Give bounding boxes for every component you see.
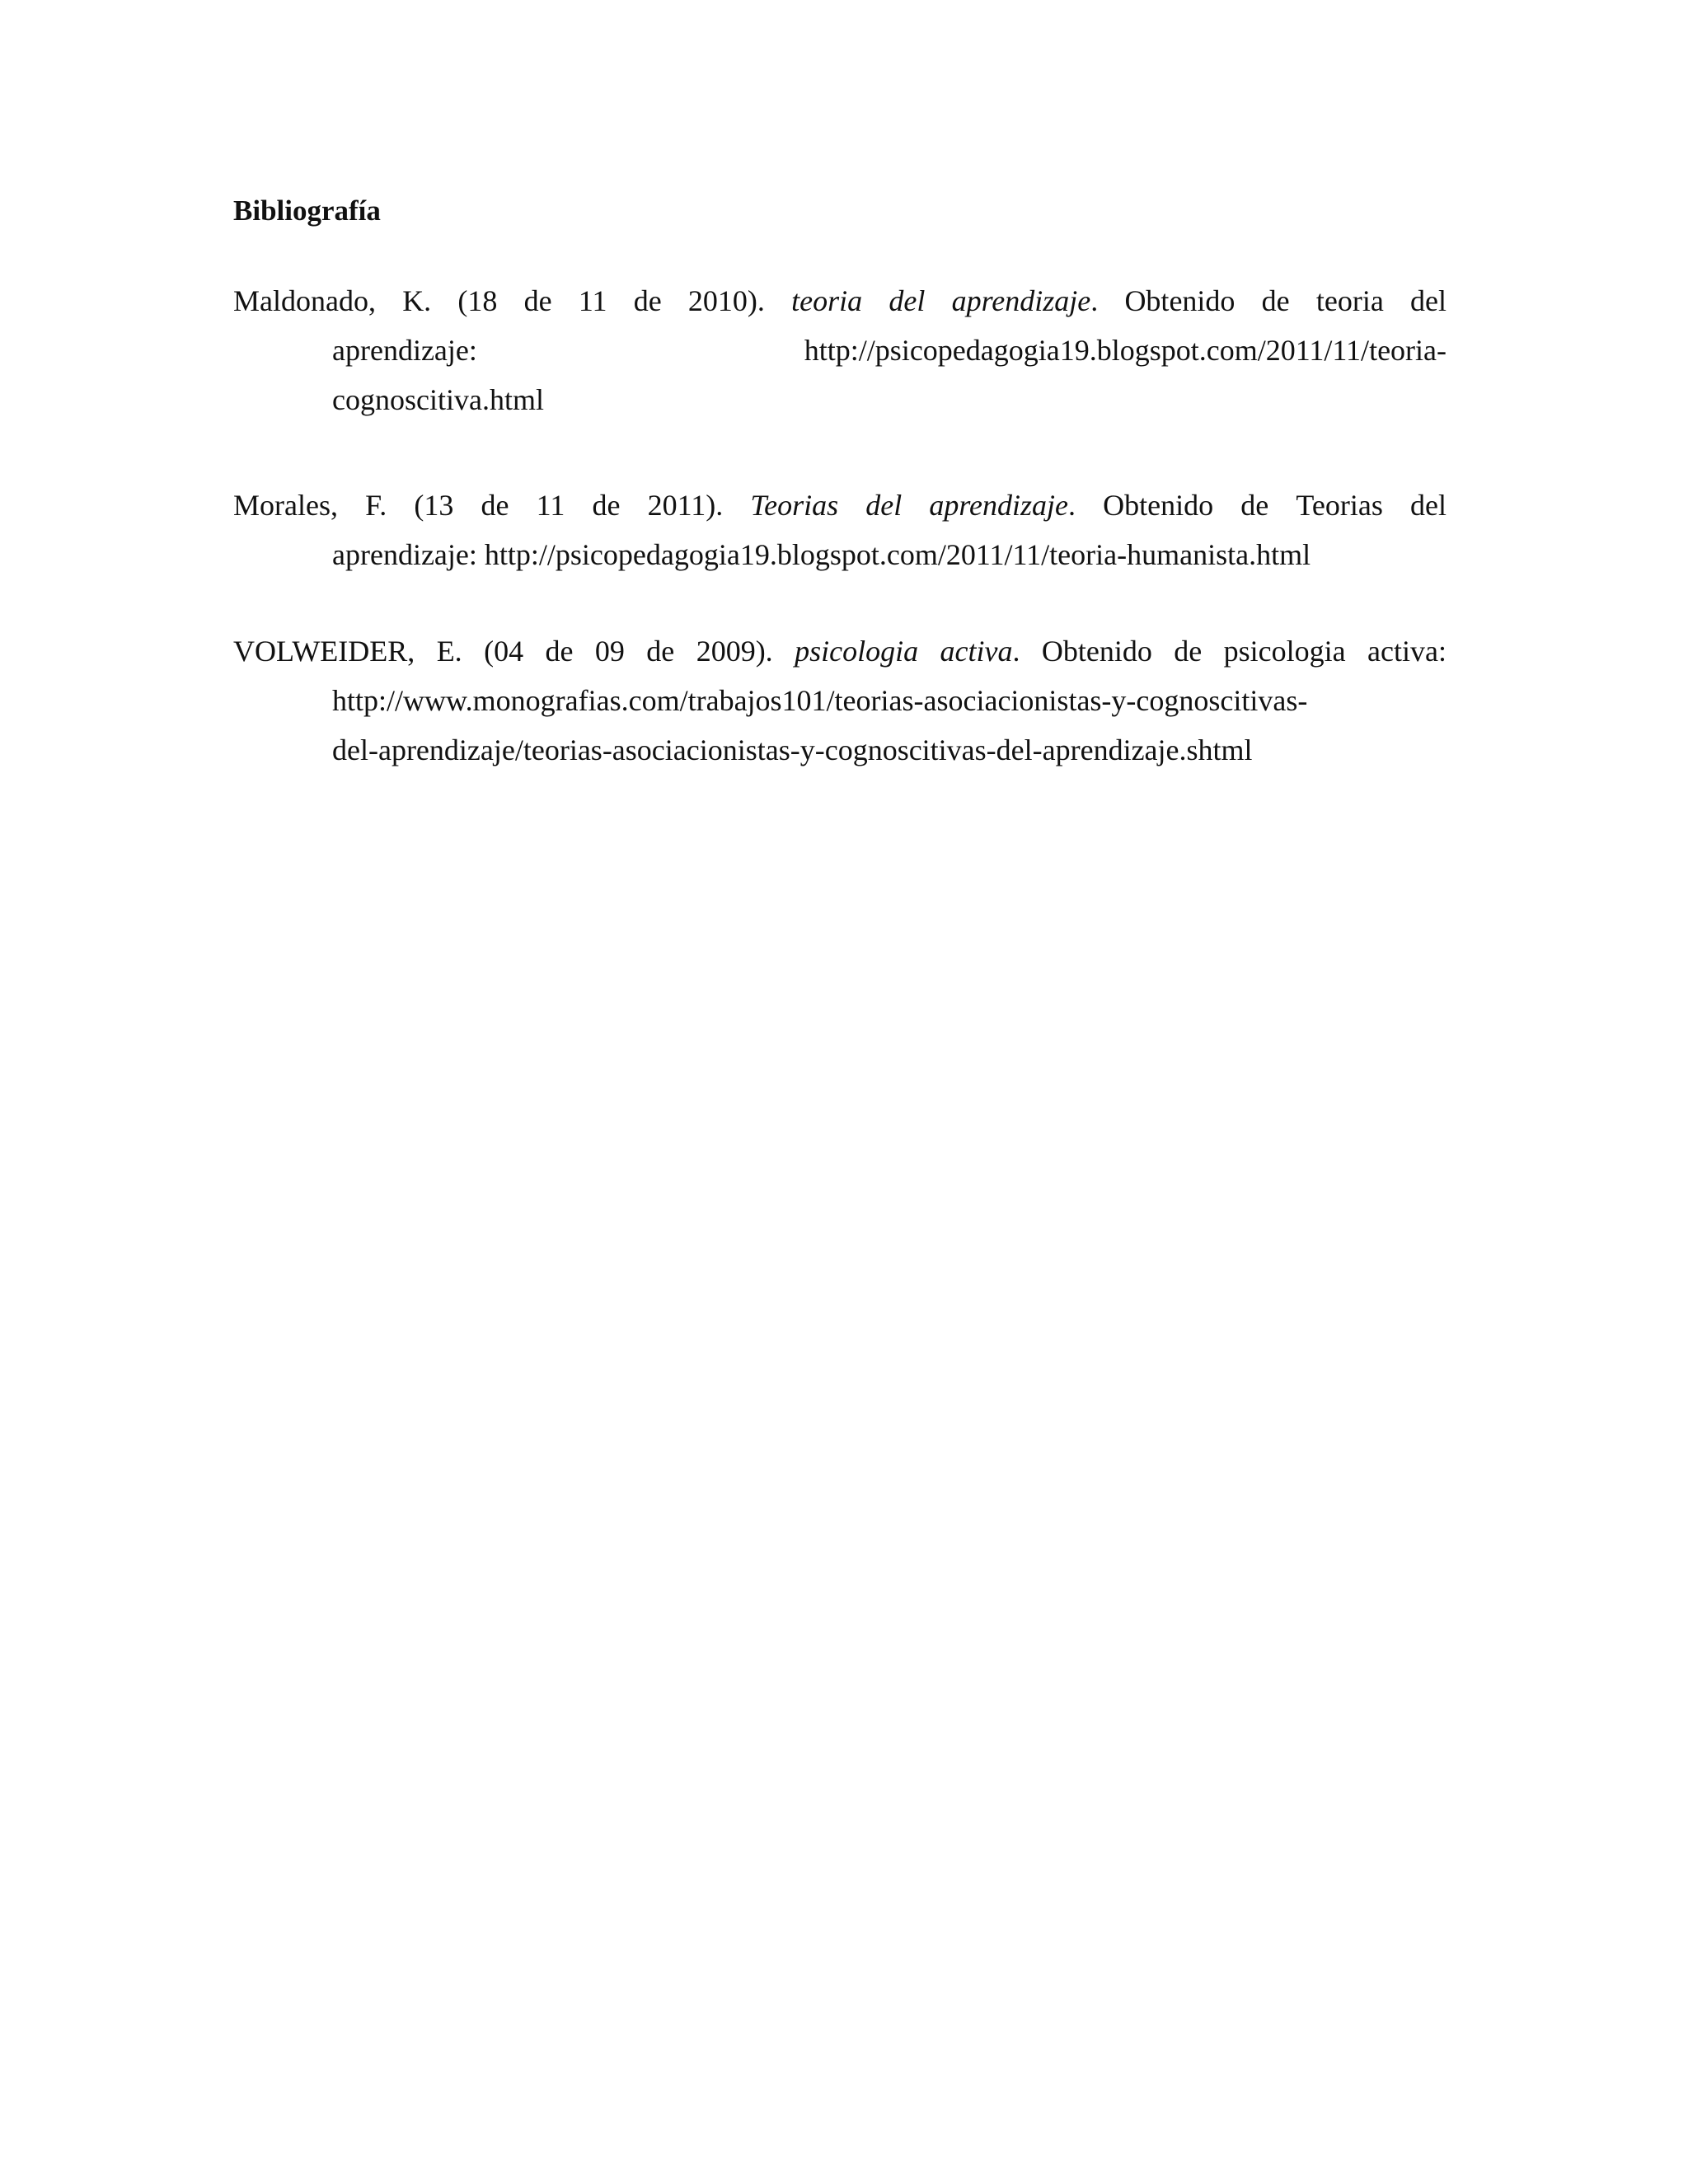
- entry-word: http://www.monografias.com/trabajos101/teorias-asociacionistas-y-cognoscitivas-: [332, 684, 1308, 717]
- entry-line: [233, 626, 1447, 676]
- entry-word: de: [1261, 284, 1290, 317]
- entry-word: (13: [414, 489, 454, 522]
- entry-line: [233, 725, 1447, 775]
- entry-word: activa:: [1367, 635, 1447, 668]
- entry-word: 11: [536, 489, 565, 522]
- entry-line: [233, 676, 1447, 725]
- bibliography-entry: [233, 276, 1447, 424]
- entry-word: de: [523, 284, 552, 317]
- entry-line: [233, 276, 1447, 326]
- entry-word: 2010).: [687, 284, 765, 317]
- entry-word: 11: [578, 284, 607, 317]
- entry-word: del: [889, 284, 926, 317]
- entry-word: del: [1410, 489, 1447, 522]
- entry-line: [233, 530, 1447, 579]
- entry-word: psicologia: [795, 635, 919, 668]
- entry-word: Obtenido: [1103, 489, 1214, 522]
- entry-word: E.: [436, 635, 462, 668]
- entry-word: (04: [484, 635, 524, 668]
- entry-word: 2009).: [696, 635, 773, 668]
- entry-word: Obtenido: [1041, 635, 1152, 668]
- entry-word: Maldonado,: [233, 284, 376, 317]
- entry-word: del: [865, 489, 903, 522]
- entry-word: teoria: [1315, 284, 1384, 317]
- entry-word: http://psicopedagogia19.blogspot.com/2011/11/teoria-humanista.html: [484, 538, 1311, 571]
- entry-word: Teorias: [1296, 489, 1383, 522]
- entry-word: Morales,: [233, 489, 338, 522]
- entry-word: http://psicopedagogia19.blogspot.com/2011/11/teoria-: [804, 334, 1447, 367]
- entry-line: [233, 480, 1447, 530]
- entry-word: de: [592, 489, 621, 522]
- entry-word: K.: [402, 284, 432, 317]
- entry-word: aprendizaje.: [951, 284, 1099, 317]
- entry-word: del-aprendizaje/teorias-asociacionistas-y-cognoscitivas-del-aprendizaje.shtml: [332, 733, 1253, 766]
- entry-word: aprendizaje:: [332, 538, 477, 571]
- entry-word: activa.: [940, 635, 1020, 668]
- entry-line: [233, 375, 1447, 424]
- entry-word: cognoscitiva.html: [332, 383, 544, 416]
- entry-word: psicologia: [1223, 635, 1346, 668]
- entry-word: Teorias: [750, 489, 839, 522]
- entry-line: [233, 326, 1447, 375]
- entry-word: VOLWEIDER,: [233, 635, 415, 668]
- entry-word: 09: [594, 635, 625, 668]
- bibliography-entry: [233, 480, 1447, 579]
- entry-word: de: [633, 284, 662, 317]
- entry-word: del: [1410, 284, 1447, 317]
- bibliography-entry: [233, 626, 1447, 775]
- entry-word: Obtenido: [1124, 284, 1236, 317]
- entry-word: aprendizaje.: [929, 489, 1076, 522]
- entry-word: de: [1240, 489, 1269, 522]
- entry-word: (18: [457, 284, 498, 317]
- entry-word: de: [646, 635, 675, 668]
- entry-word: aprendizaje:: [332, 334, 477, 367]
- entry-word: 2011).: [647, 489, 724, 522]
- entry-word: de: [1174, 635, 1203, 668]
- entry-word: F.: [365, 489, 387, 522]
- entry-word: de: [481, 489, 509, 522]
- entry-word: teoria: [791, 284, 863, 317]
- entry-word: de: [545, 635, 574, 668]
- page-title: Bibliografía: [233, 194, 381, 227]
